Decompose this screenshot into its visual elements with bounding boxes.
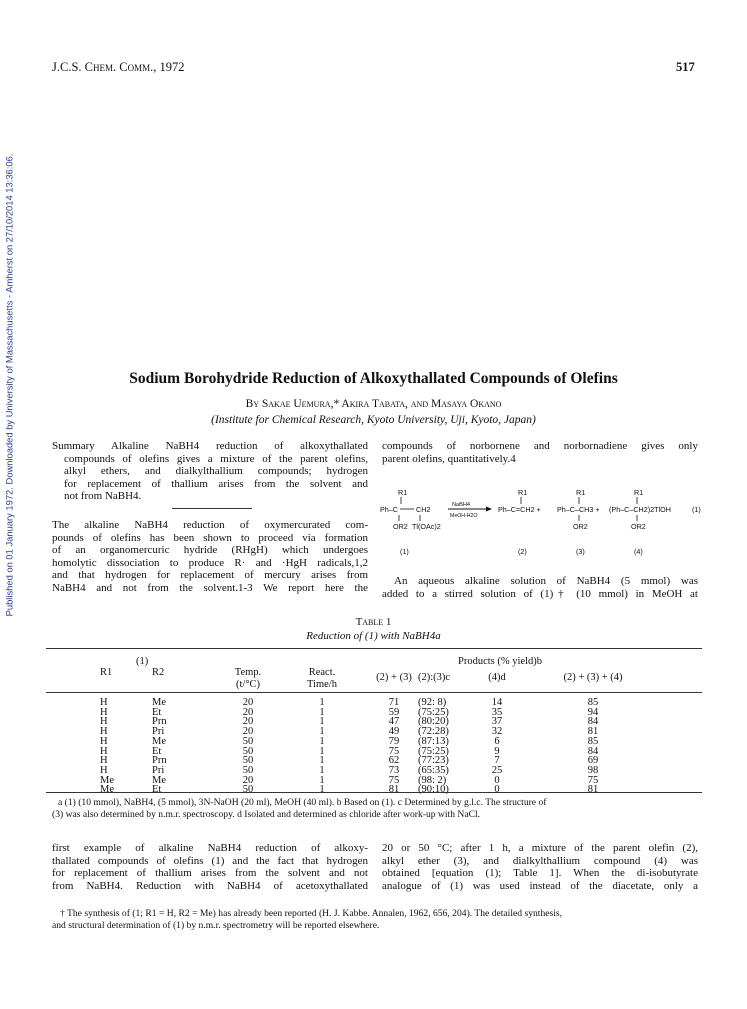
scheme-product-2: Ph–C=CH2 +	[498, 505, 541, 514]
table-cell: 20	[242, 726, 254, 738]
text-line: alkyl ethers, and dialkylthallium compounds; hydrogen	[64, 465, 368, 478]
table-cell: 7	[494, 755, 500, 767]
column-header: (2) + (3)	[376, 672, 412, 683]
table-cell: Et	[152, 745, 162, 757]
scheme-product-4: (Ph–C–CH2)2TlOH	[609, 505, 671, 514]
compound-label: (3)	[576, 547, 585, 556]
table-footnotes	[52, 797, 702, 820]
table-cell: 1	[319, 735, 325, 747]
table-cell: 50	[242, 764, 254, 776]
table-cell: 79	[388, 735, 400, 747]
article-institution: (Institute for Chemical Research, Kyoto University, Uji, Kyoto, Japan)	[211, 414, 536, 426]
table-cell: 1	[319, 697, 325, 708]
scheme-r1: R1	[576, 488, 586, 497]
table-cell: (80:20)	[418, 716, 449, 728]
table-cell: 62	[388, 755, 400, 767]
bottom-right-paragraph	[382, 842, 698, 892]
text-line: 20 or 50 °C; after 1 h, a mixture of the parent olefin (2),	[382, 842, 698, 854]
text-line: parent olefins, quantitatively.4	[382, 452, 516, 465]
table-cell: 75	[587, 774, 599, 786]
table-cell: 71	[388, 697, 400, 708]
table-cell: 85	[587, 735, 599, 747]
table-cell: 69	[587, 755, 599, 767]
table-cell: 75	[388, 774, 400, 786]
table-caption: Reduction of (1) with NaBH4a	[306, 630, 441, 642]
scheme-tl: Tl(OAc)2	[412, 522, 441, 531]
table-cell: 49	[388, 726, 400, 738]
table-header-rule	[46, 692, 702, 693]
column-header: React.	[308, 667, 336, 678]
table-bottom-rule	[46, 792, 702, 793]
column-header: R2	[152, 667, 165, 678]
table-cell: Pri	[152, 726, 165, 738]
table-cell: 35	[491, 706, 503, 718]
right-top-paragraph	[382, 440, 698, 465]
table-footnote-line: (3) was also determined by n.m.r. spectroscopy. d Isolated and determined as chloride after work-up with NaCl.	[52, 808, 481, 820]
scheme-product-3: Ph–C–CH3 +	[557, 505, 600, 514]
text-line: first example of alkaline NaBH4 reduction of alkoxy-	[52, 842, 368, 854]
table-cell: 47	[388, 716, 400, 728]
journal-header: J.C.S. Chem. Comm., 1972	[52, 60, 185, 74]
table-cell: 98	[587, 764, 599, 776]
scheme-equation-number: (1)	[692, 505, 701, 514]
table-cell: (77:23)	[418, 755, 449, 767]
table-cell: 1	[319, 706, 325, 718]
summary-paragraph	[52, 440, 368, 503]
table-cell: 84	[587, 716, 599, 728]
text-line: obtained [equation (1); Table 1]. When the di-isobutyrate	[382, 867, 698, 880]
column-header: Temp.	[234, 667, 262, 678]
page-footnote	[52, 908, 702, 931]
right-mid-paragraph	[382, 575, 698, 600]
table-cell: 1	[319, 774, 325, 786]
table-cell: Me	[152, 735, 166, 747]
table-cell: 73	[388, 764, 400, 776]
scheme-reagent-bottom: MeOH-H2O	[450, 513, 478, 519]
text-line: not from NaBH4.	[64, 490, 142, 503]
table-cell: (90:10)	[418, 784, 449, 796]
scheme-ch2: CH2	[416, 505, 431, 514]
column-header: (2):(3)c	[418, 672, 451, 683]
table-cell: H	[100, 697, 108, 708]
article-title: Sodium Borohydride Reduction of Alkoxythallated Compounds of Olefins	[129, 370, 618, 387]
text-line: and that hydrogen for replacement of mercury arises from	[52, 569, 368, 582]
table-label: Table 1	[355, 616, 392, 628]
column-header: R1	[100, 667, 113, 678]
table-cell: 25	[491, 764, 503, 776]
table-cell: (98: 2)	[418, 774, 447, 786]
table-cell: Prn	[152, 716, 167, 728]
text-line: NaBH4 and not from the solvent.1-3 We report here the	[52, 581, 368, 594]
table-footnote-line: a (1) (10 mmol), NaBH4, (5 mmol), 3N-NaOH (20 ml), MeOH (40 ml). b Based on (1). c Determined by g.l.c. The structure of	[58, 797, 547, 808]
table-cell: H	[100, 764, 108, 776]
text-line: alkyl ether (3), and dialkylthallium compound (4) was	[382, 854, 698, 867]
text-line: for replacement of thallium arises from the solvent and not	[52, 867, 368, 880]
table-cell: 0	[494, 774, 500, 786]
table-cell: 20	[242, 706, 254, 718]
table-cell: 1	[319, 755, 325, 767]
table-cell: 32	[491, 726, 503, 738]
text-line: analogue of (1) was used instead of the diacetate, only a	[382, 879, 698, 892]
table-cell: (75:25)	[418, 745, 449, 757]
table-cell: Prn	[152, 755, 167, 767]
table-cell: (72:28)	[418, 726, 449, 738]
table-cell: 85	[587, 697, 599, 708]
table-group-label: (1)	[136, 656, 149, 667]
table-cell: 6	[494, 735, 500, 747]
table-cell: 9	[494, 745, 500, 757]
table-cell: Me	[152, 697, 166, 708]
footnote-line: † The synthesis of (1; R1 = H, R2 = Me) has already been reported (H. J. Kabbe. Annalen, 1962, 656, 204). The detailed synthesis,	[60, 908, 563, 919]
reaction-scheme	[380, 484, 710, 562]
table-cell: (65:35)	[418, 764, 449, 776]
table-top-rule	[46, 648, 702, 649]
table-cell: 81	[587, 784, 599, 796]
download-note-text: Published on 01 January 1972. Downloaded by University of Massachusetts - Amherst on 27/10/2014 13:36:06.	[3, 153, 15, 617]
scheme-ph-c: Ph–C	[380, 505, 398, 514]
table-cell: H	[100, 735, 108, 747]
table-cell: 1	[319, 784, 325, 796]
scheme-reagent-top: NaBH4	[452, 502, 471, 508]
column-subheader: (t/°C)	[235, 679, 261, 690]
scheme-r1: R1	[634, 488, 644, 497]
table-cell: H	[100, 726, 108, 738]
table-cell: H	[100, 716, 108, 728]
table-cell: Me	[100, 774, 114, 786]
text-line: pounds of olefins has been shown to proceed via formation	[52, 531, 368, 544]
table-cell: Me	[152, 774, 166, 786]
column-header: (2) + (3) + (4)	[563, 672, 623, 683]
text-line: thallated compounds of olefins (1) and the fact that hydrogen	[52, 854, 368, 867]
text-line: of an organomercuric hydride (RHgH) which undergoes	[52, 544, 368, 557]
table-cell: 50	[242, 784, 254, 796]
table-cell: Pri	[152, 764, 165, 776]
column-header: (4)d	[488, 672, 506, 683]
bottom-left-paragraph	[52, 842, 368, 892]
table-cell: 84	[587, 745, 599, 757]
table-cell: Et	[152, 784, 162, 796]
table-cell: H	[100, 706, 108, 718]
table-cell: H	[100, 755, 108, 767]
page-number: 517	[676, 60, 695, 74]
table-cell: 14	[491, 697, 503, 708]
intro-paragraph	[52, 519, 368, 595]
text-line: An aqueous alkaline solution of NaBH4 (5 mmol) was	[394, 575, 698, 587]
column-subheader: Time/h	[307, 679, 337, 690]
compound-label: (4)	[634, 547, 643, 556]
scheme-r1: R1	[518, 488, 528, 497]
table-cell: 50	[242, 745, 254, 757]
compound-label: (2)	[518, 547, 527, 556]
text-line: Summary Alkaline NaBH4 reduction of alkoxythallated	[52, 440, 368, 452]
table-cell: (87:13)	[418, 735, 449, 747]
summary-divider	[172, 508, 252, 509]
compound-label: (1)	[400, 547, 409, 556]
table-cell: H	[100, 745, 108, 757]
table-cell: 81	[388, 784, 400, 796]
text-line: The alkaline NaBH4 reduction of oxymercurated com-	[52, 519, 368, 531]
scheme-r1: R1	[398, 488, 408, 497]
footnote-line: and structural determination of (1) by n.m.r. spectrometry will be reported elsewhere.	[52, 919, 380, 931]
table-cell: 37	[491, 716, 503, 728]
table-cell: (92: 8)	[418, 697, 447, 708]
text-line: for replacement of thallium arises from the solvent and	[64, 477, 368, 490]
text-line: compounds of olefins gives a mixture of the parent olefins,	[64, 452, 368, 465]
table-cell: 20	[242, 774, 254, 786]
table-cell: 59	[388, 706, 400, 718]
table-cell: Et	[152, 706, 162, 718]
table-cell: (75:25)	[418, 706, 449, 718]
table-cell: 20	[242, 697, 254, 708]
table-cell: 0	[494, 784, 500, 796]
table-cell: 1	[319, 745, 325, 757]
text-line: added to a stirred solution of (1)† (10 mmol) in MeOH at	[382, 587, 698, 600]
table-cell: 1	[319, 726, 325, 738]
table-cell: 50	[242, 735, 254, 747]
table-cell: 20	[242, 716, 254, 728]
scheme-or2: OR2	[631, 522, 646, 531]
table-cell: Me	[100, 784, 114, 796]
text-line: compounds of norbornene and norbornadiene gives only	[382, 440, 698, 452]
text-line: from NaBH4. Reduction with NaBH4 of acetoxythallated	[52, 879, 368, 892]
table-cell: 75	[388, 745, 400, 757]
table-products-header: Products (% yield)b	[458, 656, 542, 667]
scheme-or2: OR2	[393, 522, 408, 531]
table-cell: 50	[242, 755, 254, 767]
table-cell: 1	[319, 764, 325, 776]
table-cell: 94	[587, 706, 599, 718]
table-cell: 1	[319, 716, 325, 728]
text-line: homolytic dissociation to produce R· and ·HgH radicals,1,2	[52, 556, 368, 569]
scheme-or2: OR2	[573, 522, 588, 531]
table-cell: 81	[587, 726, 599, 738]
article-authors: By Sakae Uemura,* Akira Tabata, and Masaya Okano	[245, 398, 502, 410]
